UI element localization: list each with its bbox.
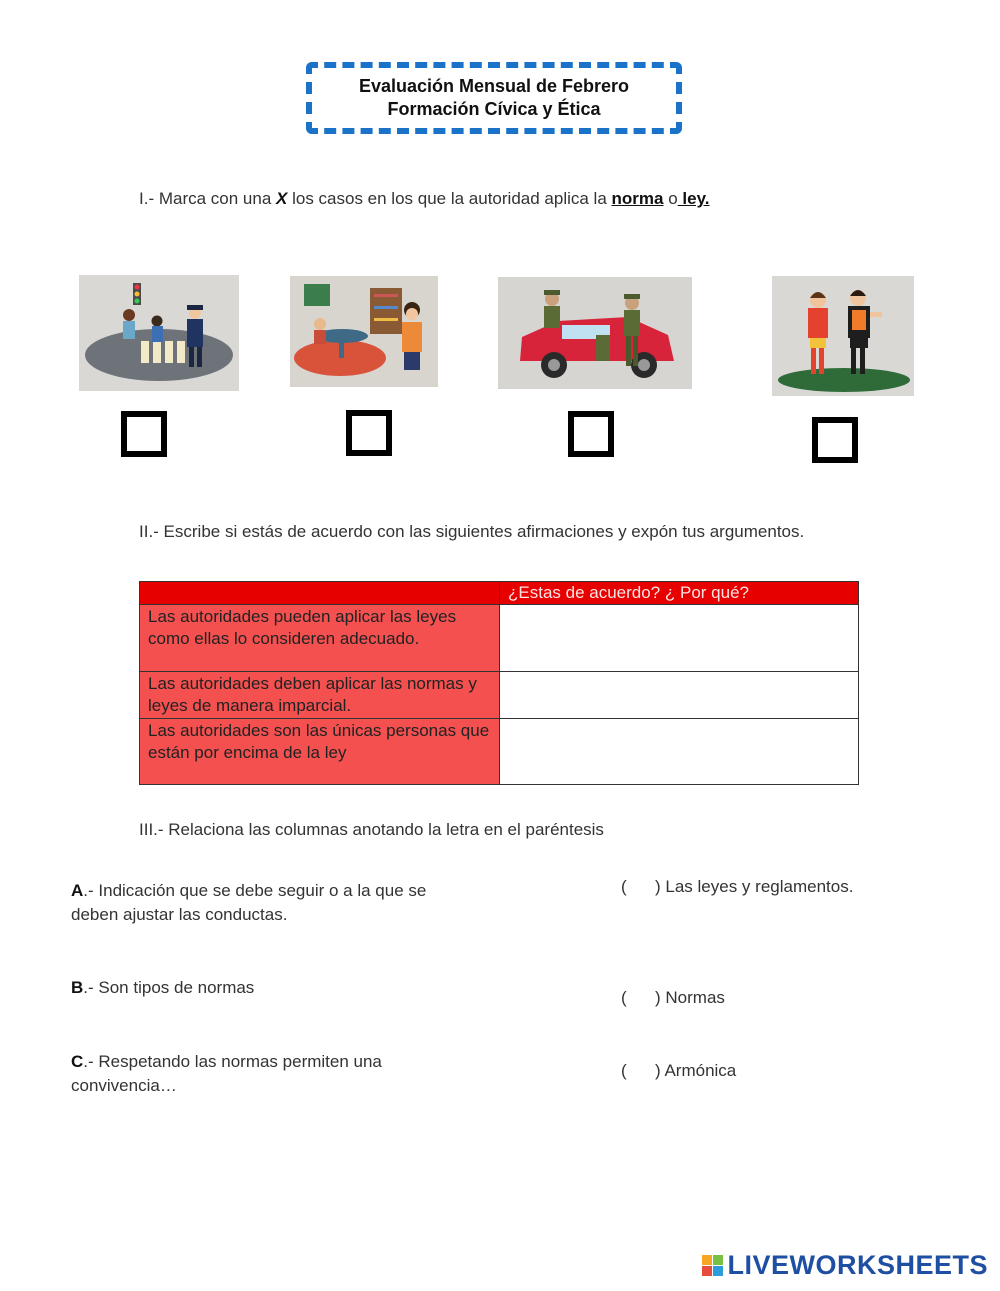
response-field-3[interactable] (500, 719, 859, 785)
item-b: B.- Son tipos de normas (71, 978, 255, 997)
title-line-2: Formación Cívica y Ética (387, 99, 601, 119)
picture-classroom (290, 276, 438, 387)
logo-icon (702, 1255, 723, 1276)
match-row-3: ( ) Armónica (621, 1061, 737, 1080)
table-header-empty (140, 582, 500, 605)
mark-x: X (276, 189, 288, 208)
word-ley: ley. (677, 189, 710, 208)
statement-3: Las autoridades son las únicas personas que están por encima de la ley (140, 719, 500, 785)
classroom-illustration (290, 276, 438, 387)
section3-instruction: III.- Relaciona las columnas anotando la letra en el paréntesis (139, 820, 604, 839)
picture-car (498, 277, 692, 389)
statement-1: Las autoridades pueden aplicar las leyes como ellas lo consideren adecuado. (140, 605, 500, 672)
table-row (140, 672, 859, 719)
liveworksheets-logo (702, 1250, 988, 1281)
item-a: A.- Indicación que se debe seguir o a la que se deben ajustar las conductas. (71, 881, 427, 924)
checkbox-case-4[interactable] (812, 417, 858, 463)
checkbox-case-1[interactable] (121, 411, 167, 457)
title-line-1: Evaluación Mensual de Febrero (358, 76, 630, 96)
checkbox-case-2[interactable] (346, 410, 392, 456)
item-c: C.- Respetando las normas permiten una convivencia… (71, 1052, 382, 1095)
response-field-2[interactable] (500, 672, 859, 719)
section2-instruction: II.- Escribe si estás de acuerdo con las siguientes afirmaciones y expón tus argumentos. (139, 522, 805, 541)
letter-b: B (71, 978, 84, 997)
answer-paren-2[interactable]: ( ) (621, 988, 661, 1007)
title-box (306, 62, 682, 134)
answer-paren-3[interactable]: ( ) (621, 1061, 661, 1080)
statement-2: Las autoridades deben aplicar las normas y leyes de manera imparcial. (140, 672, 500, 719)
section1-instruction: I.- Marca con una X los casos en los que la autoridad aplica la norma o ley. (139, 189, 710, 208)
answer-paren-1[interactable]: ( ) (621, 877, 661, 896)
table-row (140, 605, 859, 672)
match-row-1: ( ) Las leyes y reglamentos. (621, 877, 854, 896)
car-illustration (498, 277, 692, 389)
response-field-1[interactable] (500, 605, 859, 672)
checkbox-case-3[interactable] (568, 411, 614, 457)
picture-soccer (772, 276, 914, 396)
picture-crosswalk (79, 275, 239, 391)
letter-c: C (71, 1052, 84, 1071)
logo-text: LIVEWORKSHEETS (727, 1250, 988, 1280)
agreement-table (139, 581, 859, 785)
crosswalk-illustration (79, 275, 239, 391)
word-norma: norma (611, 189, 664, 208)
table-row (140, 719, 859, 785)
soccer-illustration (772, 276, 914, 396)
match-row-2: ( ) Normas (621, 988, 725, 1007)
table-header-question: ¿Estas de acuerdo? ¿ Por qué? (500, 582, 859, 605)
table-header-row (140, 582, 859, 605)
letter-a: A (71, 881, 84, 900)
